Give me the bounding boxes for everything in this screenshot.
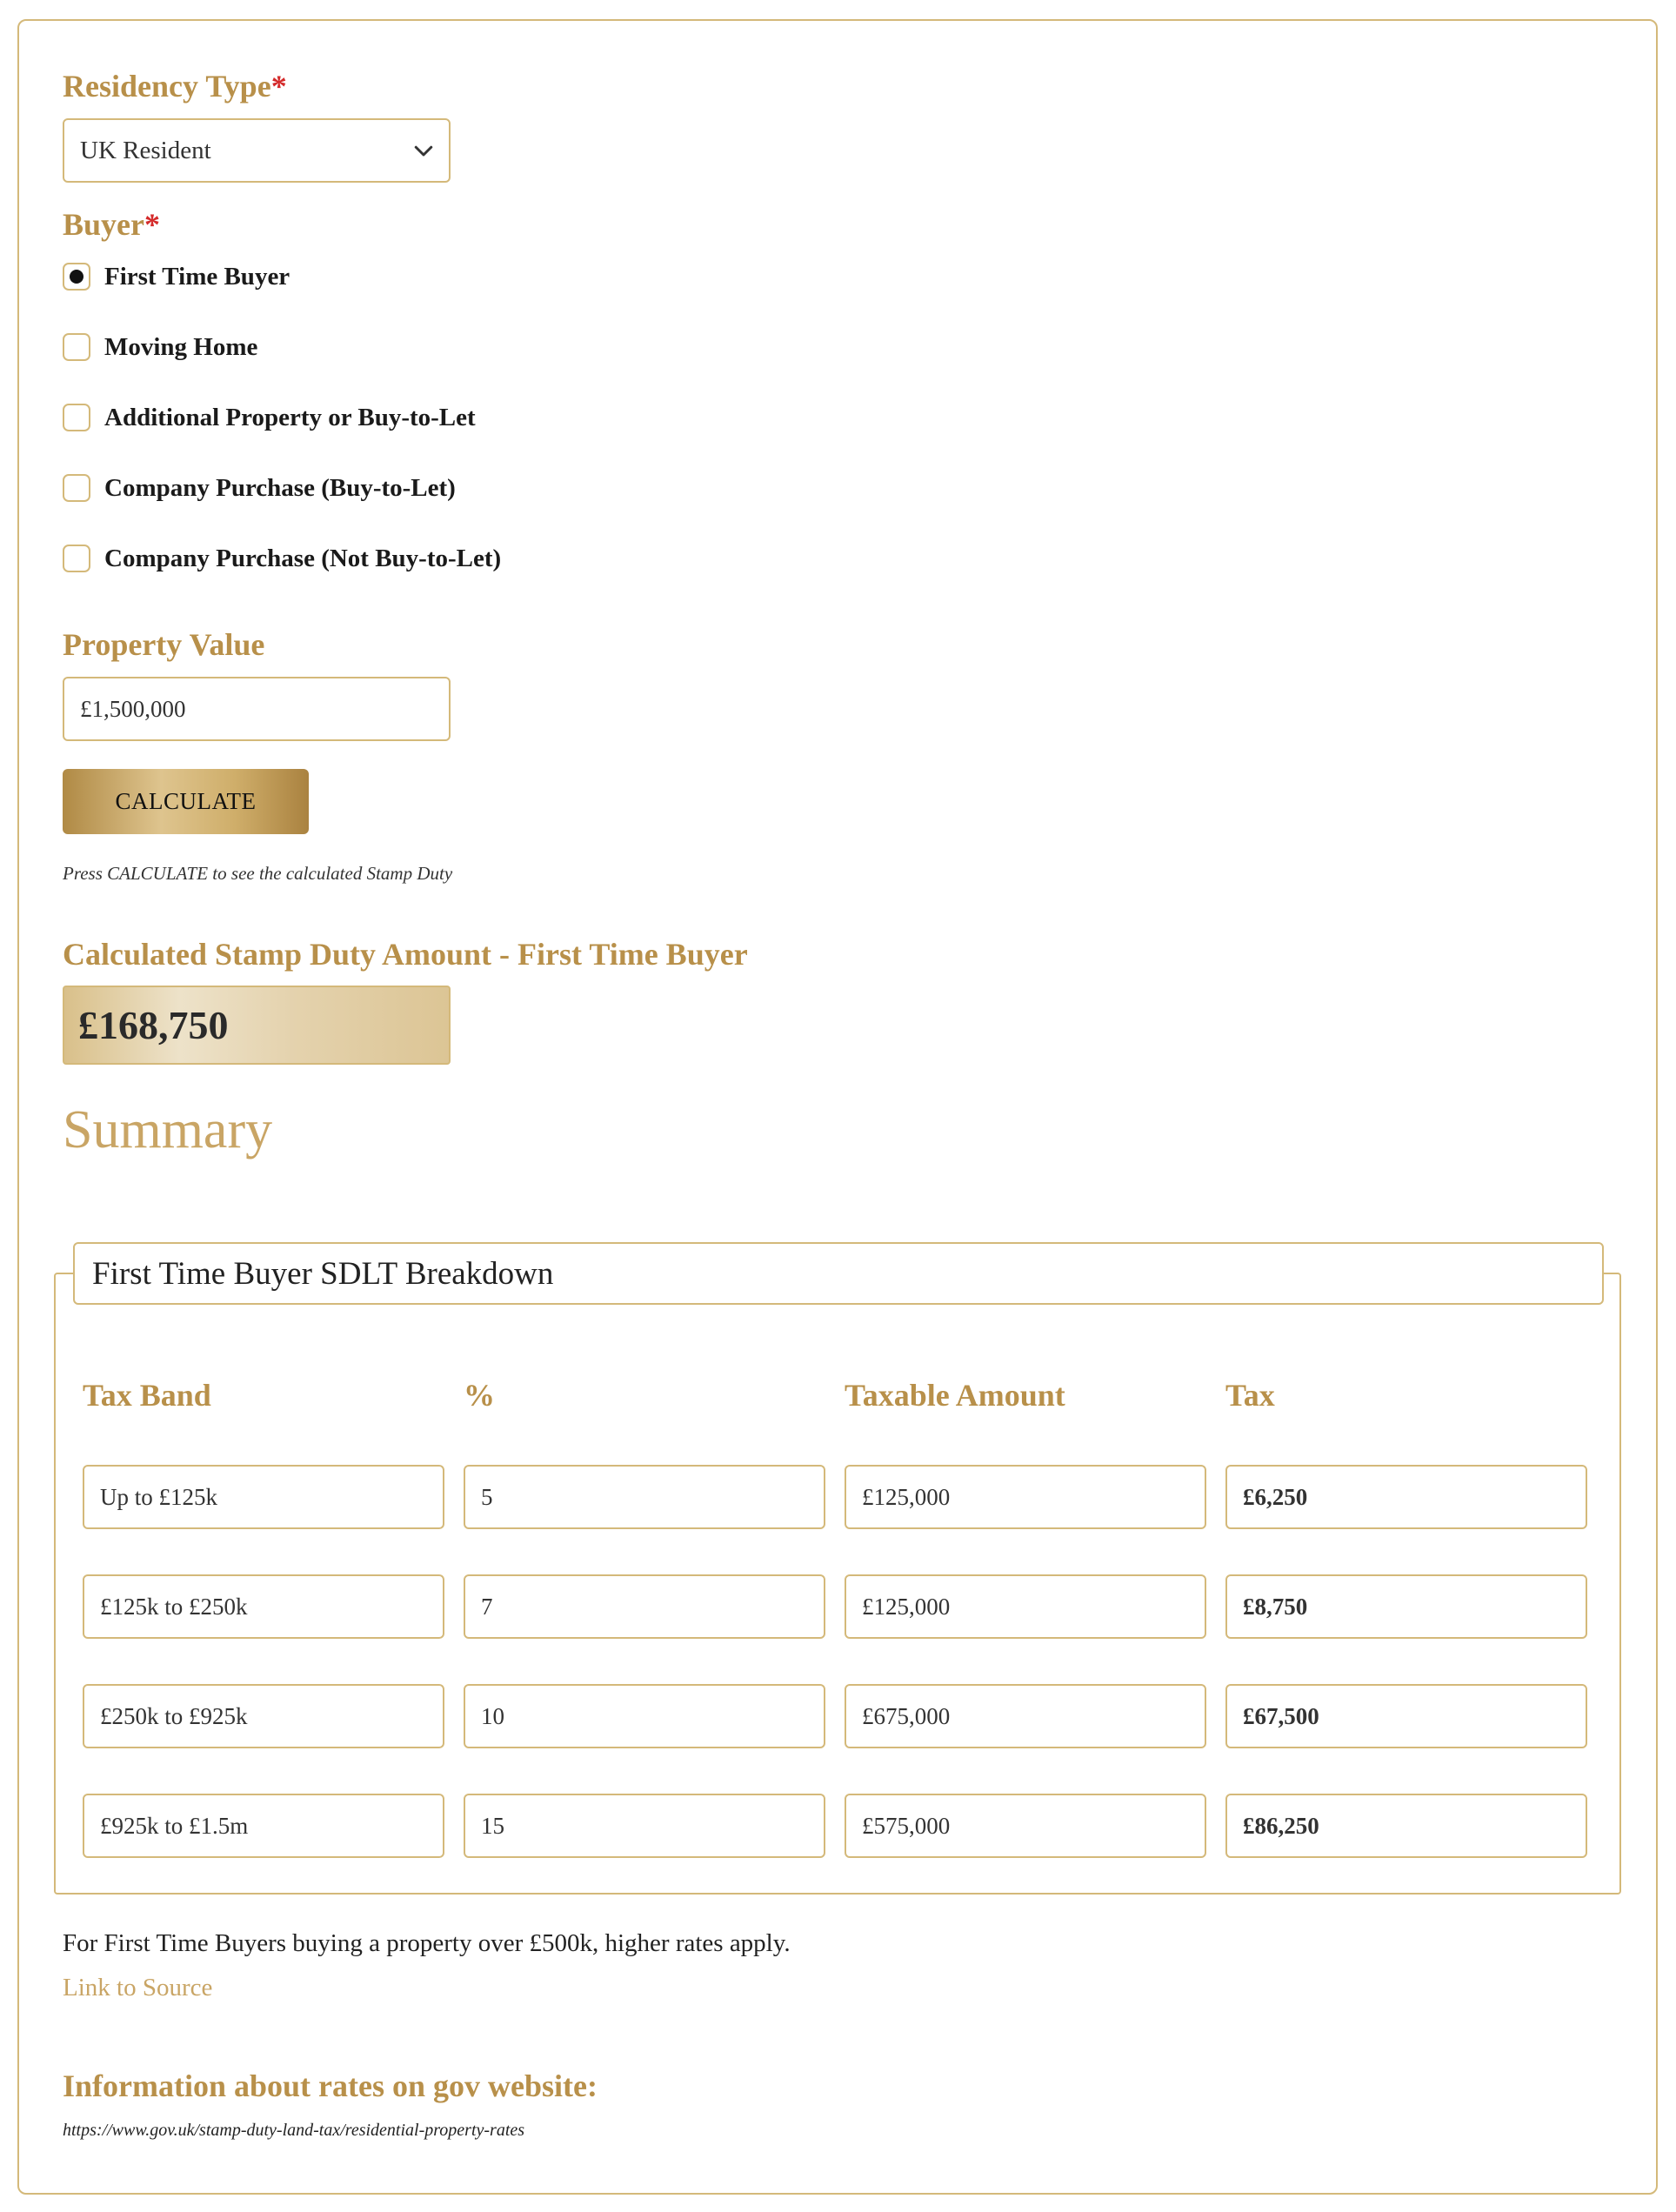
tax-band-cell: £925k to £1.5m xyxy=(83,1794,444,1858)
property-value-input[interactable] xyxy=(63,677,451,741)
gov-info-heading: Information about rates on gov website: xyxy=(63,2068,598,2103)
chevron-down-icon xyxy=(411,137,437,164)
gov-rates-url: https://www.gov.uk/stamp-duty-land-tax/residential-property-rates xyxy=(63,2121,525,2140)
property-value-text: £1,500,000 xyxy=(80,695,186,722)
tax-band-cell: Up to £125k xyxy=(83,1465,444,1529)
percent-cell: 15 xyxy=(464,1794,825,1858)
tax-cell: £6,250 xyxy=(1225,1465,1587,1529)
column-header-percent: % xyxy=(464,1378,495,1413)
buyer-label: Buyer* xyxy=(63,207,160,242)
buyer-option-company-btl[interactable] xyxy=(63,472,456,504)
taxable-amount-cell: £575,000 xyxy=(845,1794,1206,1858)
percent-cell: 5 xyxy=(464,1465,825,1529)
radio-button[interactable] xyxy=(63,404,90,431)
required-mark: * xyxy=(144,207,160,242)
tax-cell: £67,500 xyxy=(1225,1684,1587,1748)
taxable-amount-cell: £125,000 xyxy=(845,1465,1206,1529)
breakdown-title: First Time Buyer SDLT Breakdown xyxy=(73,1242,1604,1305)
summary-title: Summary xyxy=(63,1100,273,1159)
column-header-taxable-amount: Taxable Amount xyxy=(845,1378,1065,1413)
buyer-option-label: Additional Property or Buy-to-Let xyxy=(104,403,476,431)
radio-selected-dot xyxy=(70,270,83,284)
column-header-tax-band: Tax Band xyxy=(83,1378,211,1413)
buyer-option-label: Moving Home xyxy=(104,332,258,361)
radio-button[interactable] xyxy=(63,545,90,572)
result-heading: Calculated Stamp Duty Amount - First Time Buyer xyxy=(63,937,748,972)
required-mark: * xyxy=(270,69,287,104)
taxable-amount-cell: £675,000 xyxy=(845,1684,1206,1748)
calculate-hint: Press CALCULATE to see the calculated Stamp Duty xyxy=(63,863,453,884)
property-value-label: Property Value xyxy=(63,627,265,662)
buyer-option-company-not-btl[interactable] xyxy=(63,543,501,574)
source-link[interactable]: Link to Source xyxy=(63,1974,213,2001)
buyer-option-label: First Time Buyer xyxy=(104,262,290,291)
residency-type-select[interactable] xyxy=(63,118,451,183)
tax-cell: £86,250 xyxy=(1225,1794,1587,1858)
buyer-option-additional-property[interactable] xyxy=(63,402,476,433)
calculate-button[interactable]: CALCULATE xyxy=(63,769,309,834)
buyer-option-first-time-buyer[interactable] xyxy=(63,261,290,292)
higher-rates-note: For First Time Buyers buying a property over £500k, higher rates apply. xyxy=(63,1929,791,1957)
tax-band-cell: £250k to £925k xyxy=(83,1684,444,1748)
buyer-option-label: Company Purchase (Not Buy-to-Let) xyxy=(104,544,502,572)
radio-button[interactable] xyxy=(63,263,90,291)
buyer-option-moving-home[interactable] xyxy=(63,331,257,363)
radio-button[interactable] xyxy=(63,333,90,361)
stamp-duty-amount: £168,750 xyxy=(63,986,451,1065)
tax-band-cell: £125k to £250k xyxy=(83,1574,444,1639)
buyer-option-label: Company Purchase (Buy-to-Let) xyxy=(104,473,456,502)
tax-cell: £8,750 xyxy=(1225,1574,1587,1639)
taxable-amount-cell: £125,000 xyxy=(845,1574,1206,1639)
radio-button[interactable] xyxy=(63,474,90,502)
percent-cell: 7 xyxy=(464,1574,825,1639)
percent-cell: 10 xyxy=(464,1684,825,1748)
residency-type-label: Residency Type* xyxy=(63,69,287,104)
residency-type-value: UK Resident xyxy=(80,137,211,164)
column-header-tax: Tax xyxy=(1225,1378,1275,1413)
